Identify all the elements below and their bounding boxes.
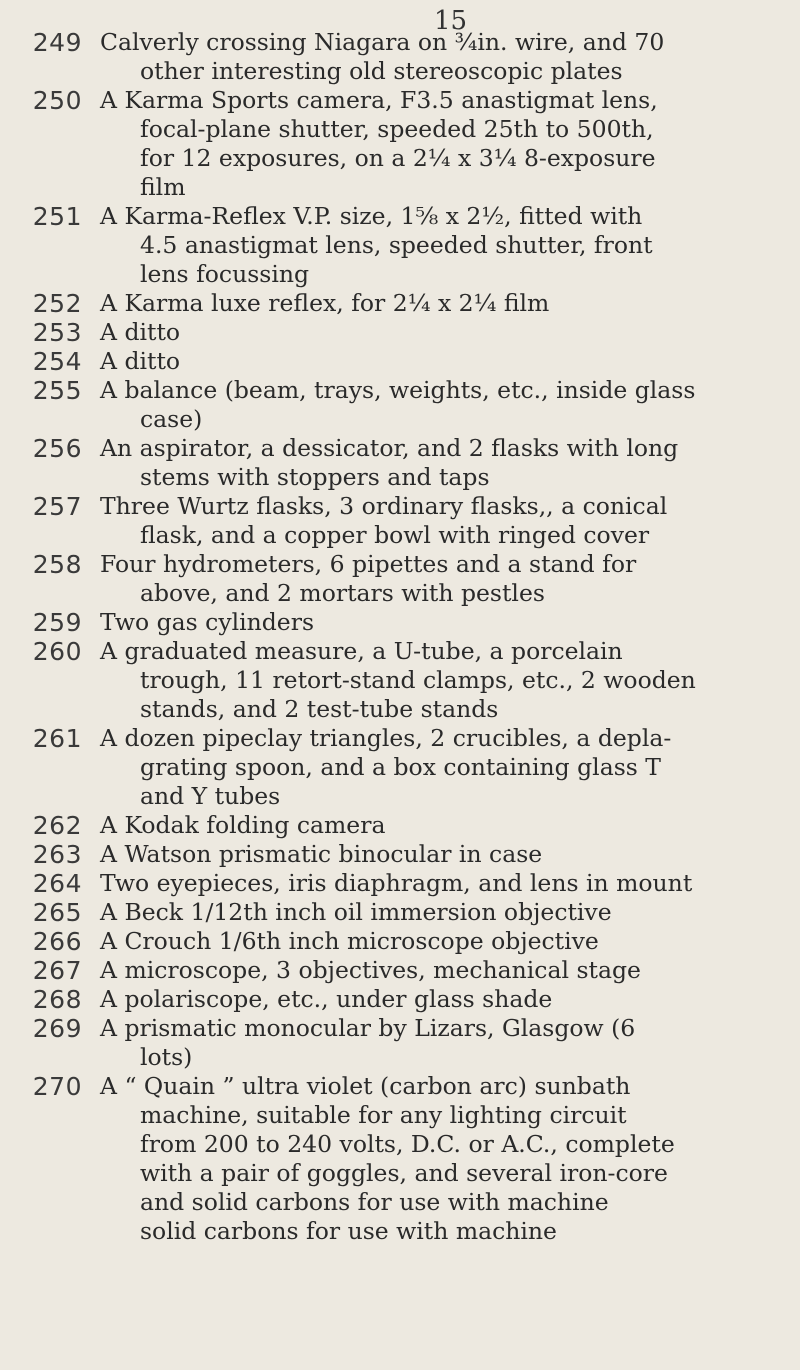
lot-number: 259 <box>32 608 82 637</box>
lot-number: 257 <box>32 492 82 521</box>
page-number: 15 <box>434 6 468 36</box>
lot-description-line: Calverly crossing Niagara on ¾in. wire, and 70 <box>100 28 665 56</box>
lot-description-line: A balance (beam, trays, weights, etc., inside glass <box>100 376 696 404</box>
lot-description-line: and Y tubes <box>140 782 281 810</box>
lot-entry <box>0 376 800 434</box>
lot-description <box>100 956 790 985</box>
lot-description <box>100 376 790 434</box>
lot-description <box>100 840 790 869</box>
lot-description-line: A ditto <box>100 347 181 375</box>
lot-description-line: Three Wurtz flasks, 3 ordinary flasks,, a conical <box>100 492 668 520</box>
lot-description <box>100 869 790 898</box>
lot-description-line: A microscope, 3 objectives, mechanical stage <box>100 956 641 984</box>
lot-entry <box>0 347 800 376</box>
lot-description-line: with a pair of goggles, and several iron-core <box>140 1159 668 1187</box>
lot-description-line: A Kodak folding camera <box>100 811 386 839</box>
lot-number: 261 <box>32 724 82 753</box>
lot-entry <box>0 811 800 840</box>
lot-description-line: grating spoon, and a box containing glass T <box>140 753 661 781</box>
lot-description-line: 4.5 anastigmat lens, speeded shutter, front <box>140 231 653 259</box>
lot-description <box>100 550 790 608</box>
lot-description-line: stems with stoppers and taps <box>140 463 490 491</box>
lot-entry <box>0 898 800 927</box>
lot-description-line: A Karma Sports camera, F3.5 anastigmat lens, <box>100 86 658 114</box>
lot-description <box>100 492 790 550</box>
lot-number: 252 <box>32 289 82 318</box>
lot-entry <box>0 608 800 637</box>
lot-description-line: lens focussing <box>140 260 310 288</box>
lot-entry <box>0 86 800 202</box>
lot-entry <box>0 1014 800 1072</box>
lot-description-line: A graduated measure, a U-tube, a porcelain <box>100 637 623 665</box>
lot-description-line: A Karma luxe reflex, for 2¼ x 2¼ film <box>100 289 550 317</box>
lot-description <box>100 898 790 927</box>
lot-description-line: lots) <box>140 1043 193 1071</box>
lot-number: 251 <box>32 202 82 231</box>
lot-number: 264 <box>32 869 82 898</box>
lot-description-line: A “ Quain ” ultra violet (carbon arc) sunbath <box>100 1072 631 1100</box>
lot-description <box>100 434 790 492</box>
lot-description <box>100 1014 790 1072</box>
lot-entry <box>0 724 800 811</box>
lot-number: 249 <box>32 28 82 57</box>
lot-entry <box>0 289 800 318</box>
lot-description <box>100 1072 790 1246</box>
lot-number: 260 <box>32 637 82 666</box>
lot-description-line: flask, and a copper bowl with ringed cover <box>140 521 650 549</box>
lot-number: 263 <box>32 840 82 869</box>
lot-number: 253 <box>32 318 82 347</box>
lot-description-line: and solid carbons for use with machine <box>140 1188 609 1216</box>
lot-entry <box>0 434 800 492</box>
lot-entry <box>0 956 800 985</box>
lot-description-line: Four hydrometers, 6 pipettes and a stand for <box>100 550 637 578</box>
lot-description-line: A ditto <box>100 318 181 346</box>
lot-number: 270 <box>32 1072 82 1101</box>
lot-number: 269 <box>32 1014 82 1043</box>
lot-description <box>100 202 790 289</box>
lot-description-line: An aspirator, a dessicator, and 2 flasks with long <box>100 434 679 462</box>
lot-description-line: machine, suitable for any lighting circuit <box>140 1101 627 1129</box>
lot-number: 268 <box>32 985 82 1014</box>
lot-number: 267 <box>32 956 82 985</box>
lot-description-line: focal-plane shutter, speeded 25th to 500th, <box>140 115 654 143</box>
lot-description-line: Two eyepieces, iris diaphragm, and lens in mount <box>100 869 693 897</box>
lot-description-line: other interesting old stereoscopic plates <box>140 57 623 85</box>
lot-description <box>100 28 790 86</box>
lot-number: 262 <box>32 811 82 840</box>
lot-description <box>100 347 790 376</box>
lot-description <box>100 927 790 956</box>
lot-entry <box>0 202 800 289</box>
lot-description <box>100 637 790 724</box>
lot-description-line: from 200 to 240 volts, D.C. or A.C., complete <box>140 1130 675 1158</box>
lot-number: 266 <box>32 927 82 956</box>
lot-description <box>100 86 790 202</box>
lot-description-line: film <box>140 173 186 201</box>
lot-number: 258 <box>32 550 82 579</box>
lot-description-line: stands, and 2 test-tube stands <box>140 695 499 723</box>
lot-number: 256 <box>32 434 82 463</box>
lot-entry <box>0 840 800 869</box>
lot-description-line: Two gas cylinders <box>100 608 315 636</box>
lot-description-line: A polariscope, etc., under glass shade <box>100 985 553 1013</box>
lot-description-line: trough, 11 retort-stand clamps, etc., 2 wooden <box>140 666 696 694</box>
lot-entry <box>0 28 800 86</box>
lot-entry <box>0 492 800 550</box>
lot-entry <box>0 985 800 1014</box>
lot-description-line: A dozen pipeclay triangles, 2 crucibles, a depla- <box>100 724 672 752</box>
lot-entry <box>0 318 800 347</box>
lot-description-line: A Karma-Reflex V.P. size, 1⅝ x 2½, fitted with <box>100 202 643 230</box>
lot-description <box>100 608 790 637</box>
lot-description <box>100 724 790 811</box>
lot-number: 255 <box>32 376 82 405</box>
lot-description <box>100 318 790 347</box>
lot-number: 265 <box>32 898 82 927</box>
lot-description-line: solid carbons for use with machine <box>140 1217 557 1245</box>
lot-entry <box>0 637 800 724</box>
lot-entry <box>0 869 800 898</box>
lot-list <box>0 28 800 1246</box>
lot-description-line: A prismatic monocular by Lizars, Glasgow (6 <box>100 1014 636 1042</box>
lot-description-line: case) <box>140 405 203 433</box>
lot-number: 254 <box>32 347 82 376</box>
lot-description-line: A Beck 1/12th inch oil immersion objective <box>100 898 612 926</box>
lot-description-line: A Watson prismatic binocular in case <box>100 840 543 868</box>
lot-description-line: for 12 exposures, on a 2¼ x 3¼ 8-exposure <box>140 144 656 172</box>
lot-description-line: above, and 2 mortars with pestles <box>140 579 545 607</box>
lot-number: 250 <box>32 86 82 115</box>
lot-description <box>100 289 790 318</box>
lot-description-line: A Crouch 1/6th inch microscope objective <box>100 927 599 955</box>
lot-description <box>100 811 790 840</box>
lot-description <box>100 985 790 1014</box>
lot-entry <box>0 927 800 956</box>
lot-entry <box>0 1072 800 1246</box>
lot-entry <box>0 550 800 608</box>
